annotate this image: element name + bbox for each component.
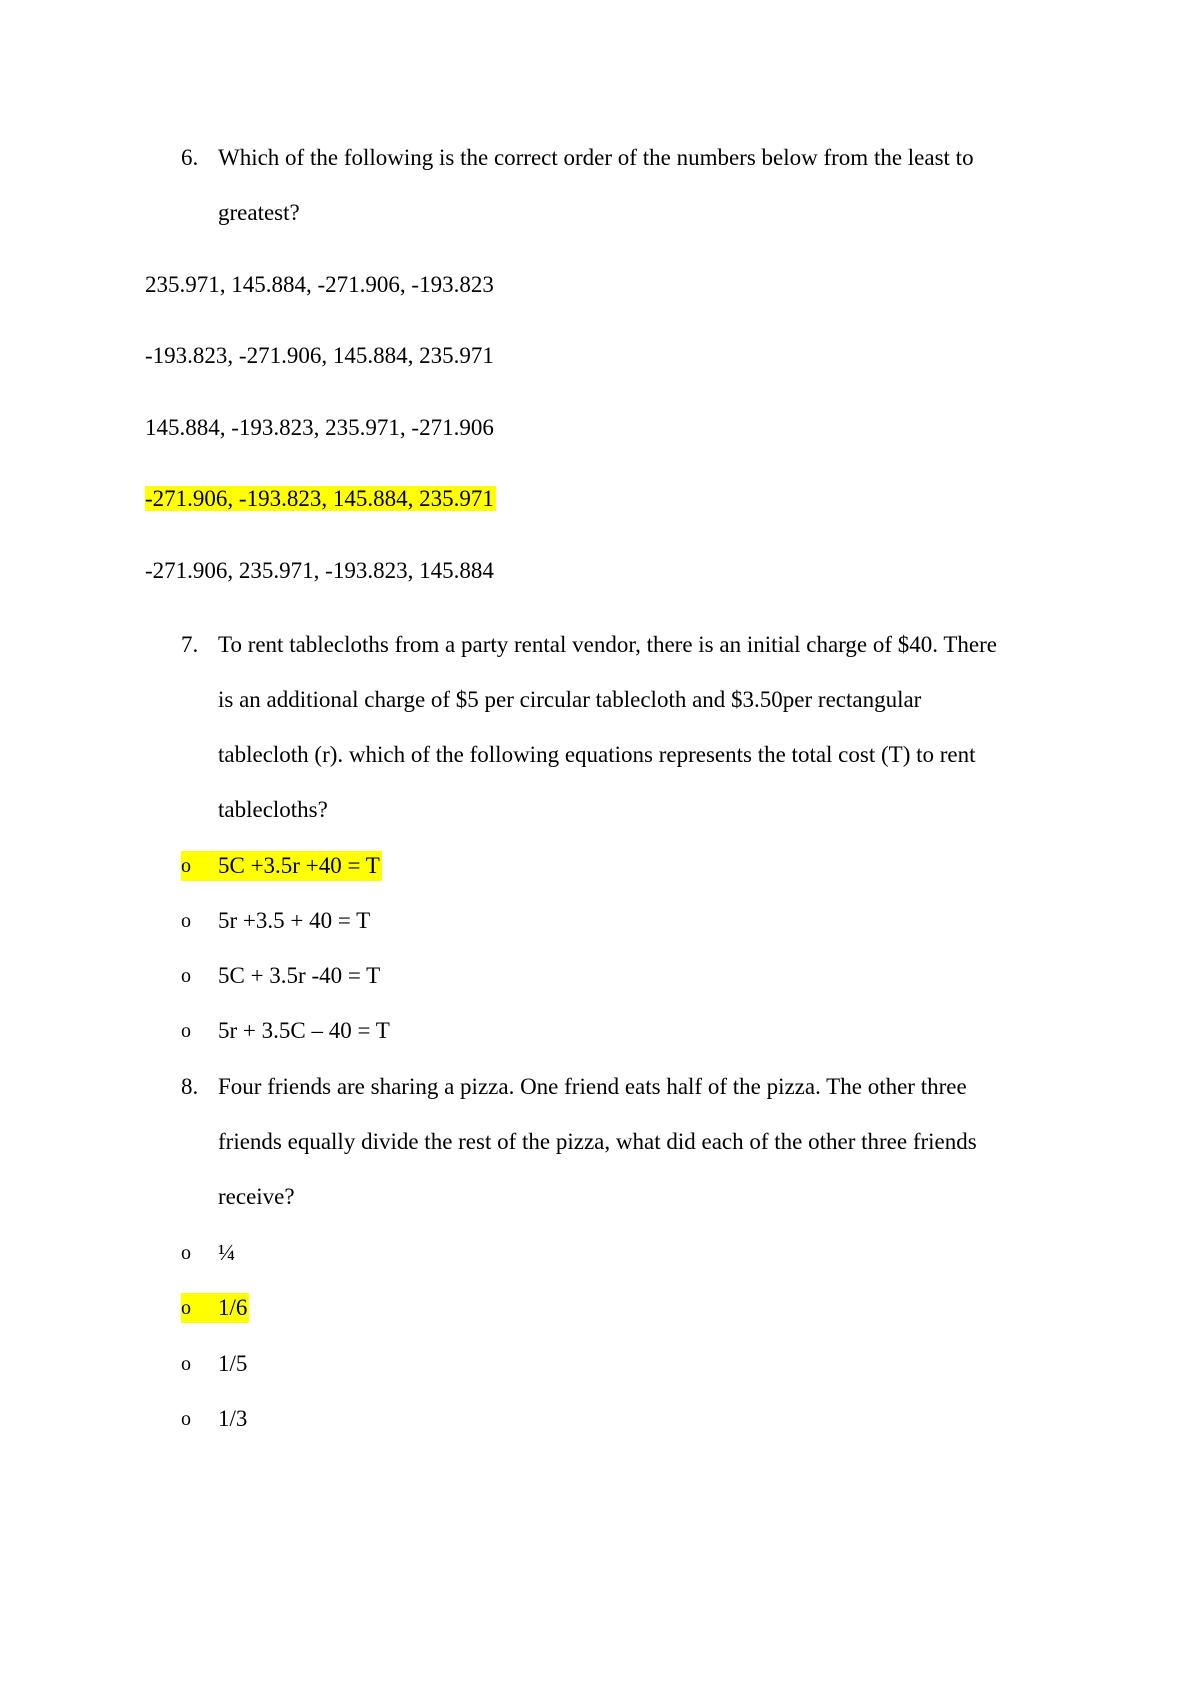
highlighted-answer: -271.906, -193.823, 145.884, 235.971	[145, 486, 494, 511]
option-text: 5r +3.5 + 40 = T	[218, 908, 371, 933]
question-7-text-line-2: is an additional charge of $5 per circular tablecloth and $3.50per rectangular	[218, 687, 922, 712]
bullet-circle-icon: o	[181, 855, 191, 877]
bullet-circle-icon: o	[181, 1242, 191, 1264]
option-text: 145.884, -193.823, 235.971, -271.906	[145, 415, 494, 440]
highlighted-answer	[181, 1293, 249, 1323]
question-6-text-line-1: Which of the following is the correct order of the numbers below from the least to	[218, 145, 974, 170]
question-6-option-5	[145, 556, 494, 586]
option-text: -271.906, 235.971, -193.823, 145.884	[145, 558, 494, 583]
bullet-circle-icon: o	[181, 1408, 191, 1430]
question-7-number: 7.	[181, 632, 199, 657]
option-text: -193.823, -271.906, 145.884, 235.971	[145, 343, 494, 368]
question-8-option-4	[181, 1404, 247, 1434]
question-8-text-line-2: friends equally divide the rest of the pizza, what did each of the other three friends	[218, 1129, 977, 1154]
question-7-text-line-4: tablecloths?	[218, 797, 328, 822]
question-7-text-line-3: tablecloth (r). which of the following equations represents the total cost (T) to rent	[218, 742, 976, 767]
option-text: 5C + 3.5r -40 = T	[218, 963, 381, 988]
question-7-option-4	[181, 1016, 390, 1046]
option-text: 1/5	[218, 1351, 248, 1376]
question-8-text-line-3: receive?	[218, 1184, 295, 1209]
question-7-option-2	[181, 906, 370, 936]
bullet-circle-icon: o	[181, 1020, 191, 1042]
question-6-option-2	[145, 341, 494, 371]
option-text: 235.971, 145.884, -271.906, -193.823	[145, 272, 494, 297]
question-6-option-3	[145, 413, 494, 443]
question-7-option-1	[181, 851, 382, 881]
question-8-option-1	[181, 1238, 235, 1268]
bullet-circle-icon: o	[181, 1297, 191, 1319]
question-6-number: 6.	[181, 145, 199, 170]
question-6-option-1	[145, 270, 494, 300]
question-8-option-3	[181, 1349, 247, 1379]
option-text: 1/3	[218, 1406, 248, 1431]
bullet-circle-icon: o	[181, 1353, 191, 1375]
option-text: 5C +3.5r +40 = T	[218, 853, 380, 878]
option-text: ¼	[218, 1240, 236, 1265]
question-7-text-line-1: To rent tablecloths from a party rental vendor, there is an initial charge of $40. There	[218, 632, 997, 657]
option-text: 5r + 3.5C – 40 = T	[218, 1018, 390, 1043]
question-6-option-4	[145, 484, 496, 514]
question-8-option-2	[181, 1293, 249, 1323]
bullet-circle-icon: o	[181, 965, 191, 987]
bullet-circle-icon: o	[181, 910, 191, 932]
question-8-number: 8.	[181, 1074, 199, 1099]
question-6-text-line-2: greatest?	[218, 200, 300, 225]
highlighted-answer	[181, 851, 382, 881]
question-8-text-line-1: Four friends are sharing a pizza. One friend eats half of the pizza. The other three	[218, 1074, 967, 1099]
question-7-option-3	[181, 961, 380, 991]
option-text: 1/6	[218, 1295, 248, 1320]
